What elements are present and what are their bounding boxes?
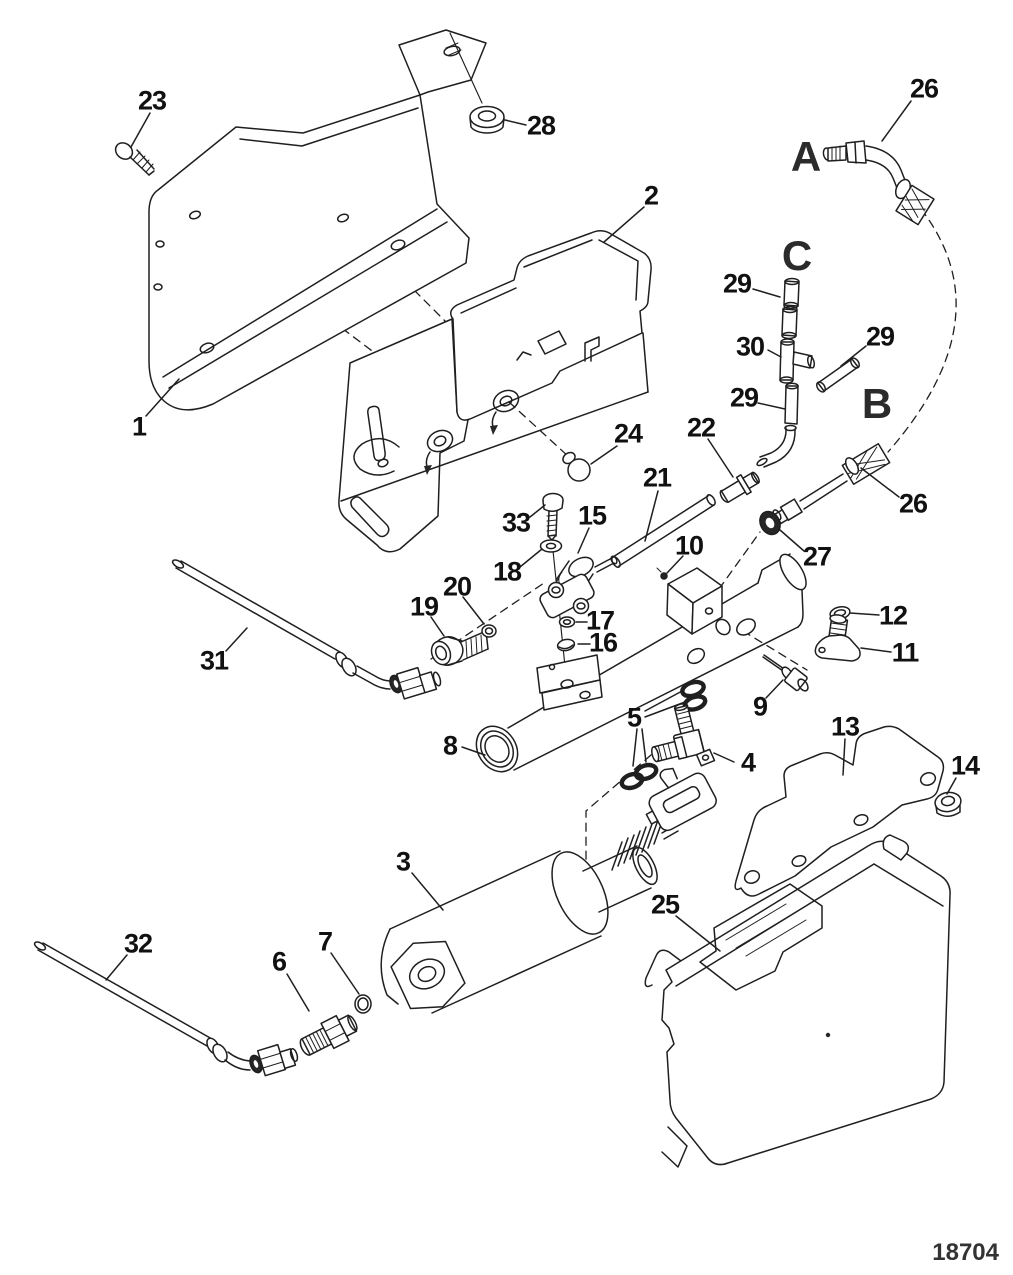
callout-14: 14 — [950, 750, 980, 781]
part-29-tube-elbow — [756, 383, 798, 467]
callout-15: 15 — [577, 500, 607, 531]
part-20-oring — [482, 625, 496, 637]
callout-20: 20 — [442, 571, 472, 602]
callout-27: 27 — [802, 541, 832, 572]
callout-29: 29 — [865, 321, 895, 352]
callout-1: 1 — [131, 411, 147, 442]
part-25-cover-box — [645, 835, 950, 1167]
part-32-tube — [33, 940, 298, 1075]
part-21-tube — [610, 493, 717, 568]
part-26-cable-b — [772, 444, 890, 525]
callout-33: 33 — [501, 507, 531, 538]
callout-31: 31 — [199, 645, 229, 676]
callout-8: 8 — [442, 730, 458, 761]
part-3-fuel-pump — [381, 755, 719, 1020]
callout-4: 4 — [740, 747, 756, 778]
part-23-screw — [112, 139, 154, 175]
part-29-tube-upper — [782, 279, 799, 339]
part-8-fuel-rail — [468, 550, 811, 779]
part-11-fitting — [815, 614, 860, 661]
callout-5: 5 — [626, 702, 642, 733]
callout-32: 32 — [123, 928, 153, 959]
callout-3: 3 — [395, 846, 411, 877]
section-letter-C: C — [781, 232, 813, 279]
part-29-tube-right — [815, 356, 861, 393]
part-18-washer — [541, 540, 562, 552]
callout-10: 10 — [674, 530, 704, 561]
part-31-tube — [171, 558, 442, 699]
part-30-tee-fitting — [780, 339, 815, 383]
part-10-screw — [657, 568, 667, 579]
callout-22: 22 — [686, 412, 716, 443]
callout-7: 7 — [317, 926, 333, 957]
section-letter-A: A — [790, 133, 822, 180]
callout-19: 19 — [409, 591, 439, 622]
callout-21: 21 — [642, 462, 672, 493]
callout-25: 25 — [650, 889, 680, 920]
callout-24: 24 — [613, 418, 643, 449]
part-16-plug — [557, 638, 576, 652]
part-9-screw — [763, 655, 810, 693]
callout-16: 16 — [588, 627, 618, 658]
drawing-number: 18704 — [932, 1239, 999, 1266]
callout-18: 18 — [492, 556, 522, 587]
callout-9: 9 — [752, 691, 768, 722]
callout-26: 26 — [909, 73, 939, 104]
callout-17: 17 — [585, 605, 615, 636]
callout-12: 12 — [878, 600, 908, 631]
callout-13: 13 — [830, 711, 860, 742]
callout-26: 26 — [898, 488, 928, 519]
callout-28: 28 — [526, 110, 556, 141]
callout-29: 29 — [729, 382, 759, 413]
callout-11: 11 — [891, 637, 919, 668]
callout-23: 23 — [137, 85, 167, 116]
part-22-fitting — [717, 468, 763, 507]
callout-30: 30 — [735, 331, 765, 362]
callout-2: 2 — [643, 180, 659, 211]
part-24-plug — [561, 450, 590, 481]
part-17-oring — [560, 617, 575, 627]
part-15-regulator — [538, 553, 618, 619]
part-19-bolt — [428, 631, 488, 670]
part-7-oring — [355, 995, 371, 1013]
part-26-cable-a — [823, 141, 934, 225]
callout-29: 29 — [722, 268, 752, 299]
callout-6: 6 — [271, 946, 287, 977]
section-letter-B: B — [861, 380, 893, 427]
part-6-fitting — [296, 1009, 362, 1061]
part-14-nut — [934, 790, 963, 816]
